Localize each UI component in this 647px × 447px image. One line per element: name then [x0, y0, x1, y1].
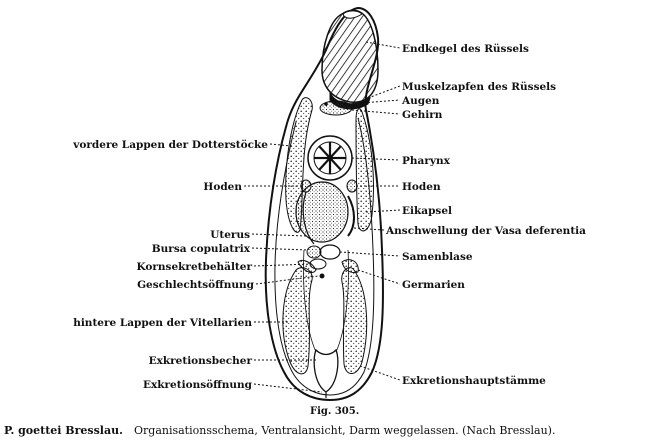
label-uterus: Uterus: [210, 229, 250, 241]
anterior-vitellaria-right: [356, 109, 374, 231]
genital-opening: [320, 274, 325, 279]
proboscis: [322, 10, 378, 102]
label-exkretionshauptstaemme: Exkretionshauptstämme: [402, 375, 546, 387]
label-vordere-lappen: vordere Lappen der Dotterstöcke: [73, 139, 268, 151]
caption-text: Organisationsschema, Ventralansicht, Darm weggelassen. (Nach Bresslau).: [134, 424, 556, 437]
label-augen: Augen: [402, 95, 440, 107]
posterior-vitellaria-right: [342, 268, 367, 374]
bursa-copulatrix: [307, 246, 321, 258]
testis-right: [347, 180, 357, 192]
label-eikapsel: Eikapsel: [402, 205, 452, 217]
label-hoden-right: Hoden: [402, 181, 441, 193]
caption-species: P. goettei Bresslau.: [4, 424, 123, 437]
label-bursa: Bursa copulatrix: [151, 243, 250, 255]
pharynx: [308, 136, 352, 180]
label-samenblase: Samenblase: [402, 251, 473, 263]
label-pharynx: Pharynx: [402, 155, 450, 167]
label-hintere-lappen: hintere Lappen der Vitellarien: [73, 317, 252, 329]
figure-number: Fig. 305.: [310, 406, 360, 417]
label-muskelzapfen: Muskelzapfen des Rüssels: [402, 81, 557, 93]
eye-left: [324, 102, 328, 106]
label-anschwellung: Anschwellung der Vasa deferentia: [386, 225, 586, 237]
label-germarien: Germarien: [402, 279, 465, 291]
egg-capsule: [296, 182, 348, 242]
label-endkegel: Endkegel des Rüssels: [402, 43, 529, 55]
label-hoden-left: Hoden: [203, 181, 242, 193]
vas-deferens-swelling: [348, 196, 354, 236]
eye-right: [344, 102, 348, 106]
label-exkretionsoeffnung: Exkretionsöffnung: [142, 379, 252, 391]
label-kornsekret: Kornsekretbehälter: [136, 261, 252, 273]
posterior-vitellaria-left: [283, 268, 312, 374]
label-geschlechtsoeffnung: Geschlechtsöffnung: [137, 279, 254, 291]
excretion-bladder: [314, 350, 338, 392]
label-gehirn: Gehirn: [402, 109, 443, 121]
seminal-vesicle: [320, 245, 340, 259]
label-exkretionsbecher: Exkretionsbecher: [148, 355, 252, 367]
